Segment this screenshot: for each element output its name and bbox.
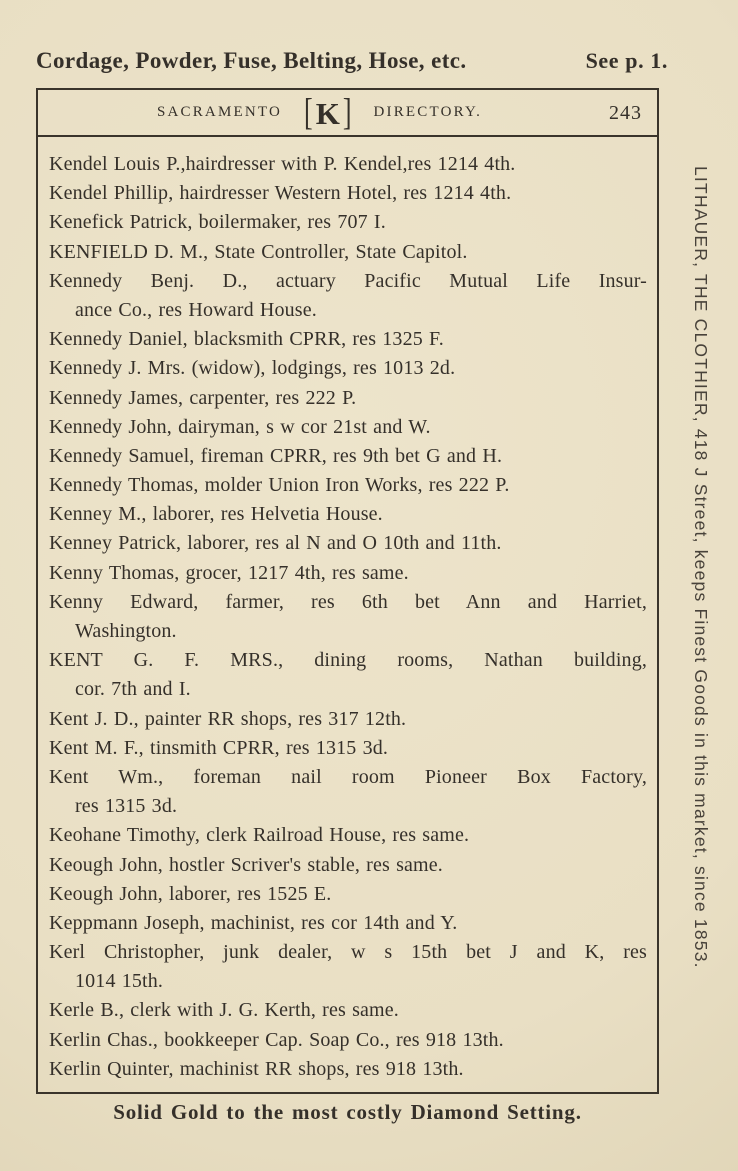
directory-box <box>36 88 659 1094</box>
directory-entry-line: Kerle B., clerk with J. G. Kerth, res same. <box>49 999 399 1022</box>
side-advert: LITHAUER, THE CLOTHIER, 418 J Street, keeps Finest Goods in this market, since 1853. <box>691 166 711 969</box>
right-bracket-glyph: ] <box>342 90 352 133</box>
directory-entry-line: KENT G. F. MRS., dining rooms, Nathan building, <box>49 649 647 672</box>
directory-entry-line: Kerl Christopher, junk dealer, w s 15th bet J and K, res <box>49 941 647 964</box>
directory-entry-line: Kenney Patrick, laborer, res al N and O 10th and 11th. <box>49 532 502 555</box>
header-directory-label: DIRECTORY. <box>373 104 483 120</box>
section-letter-badge <box>304 90 352 133</box>
entry-list <box>38 137 657 1084</box>
directory-entry-line: Keppmann Joseph, machinist, res cor 14th and Y. <box>49 911 458 934</box>
directory-entry-line: Kenny Thomas, grocer, 1217 4th, res same. <box>49 561 409 584</box>
directory-entry-line: Kennedy J. Mrs. (widow), lodgings, res 1013 2d. <box>49 357 456 380</box>
left-bracket-glyph: [ <box>304 90 313 133</box>
section-letter: K <box>315 96 340 131</box>
top-advert-text: Cordage, Powder, Fuse, Belting, Hose, etc. <box>36 48 467 73</box>
directory-entry-line: KENFIELD D. M., State Controller, State Capitol. <box>49 240 468 263</box>
page-number: 243 <box>609 102 642 124</box>
header-city: SACRAMENTO <box>156 104 283 120</box>
directory-entry-line: Kennedy James, carpenter, res 222 P. <box>49 386 357 409</box>
directory-entry-line: Kendel Louis P.,hairdresser with P. Kendel,res 1214 4th. <box>49 153 516 175</box>
header-title <box>156 90 483 133</box>
directory-entry-line: Kent M. F., tinsmith CPRR, res 1315 3d. <box>49 736 389 759</box>
directory-entry-line: Kenefick Patrick, boilermaker, res 707 I. <box>49 211 386 234</box>
directory-entry-line: Kennedy Benj. D., actuary Pacific Mutual Life Insur- <box>49 269 647 292</box>
directory-entry-line: cor. 7th and I. <box>75 678 191 701</box>
directory-entry-line: Kennedy John, dairyman, s w cor 21st and W. <box>49 415 431 438</box>
directory-entry-line: Kent Wm., foreman nail room Pioneer Box Factory, <box>49 765 647 788</box>
page-header <box>38 90 657 137</box>
directory-entry-line: Kendel Phillip, hairdresser Western Hotel, res 1214 4th. <box>49 182 512 205</box>
top-advert-page-ref: See p. 1. <box>585 48 668 73</box>
directory-entry-line: Kennedy Samuel, fireman CPRR, res 9th bet G and H. <box>49 444 503 467</box>
directory-entry-line: Keough John, laborer, res 1525 E. <box>49 882 332 905</box>
directory-entry-line: Keough John, hostler Scriver's stable, res same. <box>49 853 443 876</box>
directory-entry-line: res 1315 3d. <box>75 795 178 818</box>
directory-entry-line: Kennedy Daniel, blacksmith CPRR, res 1325 F. <box>49 328 444 351</box>
directory-entry-line: ance Co., res Howard House. <box>75 298 317 321</box>
bottom-advert: Solid Gold to the most costly Diamond Setting. <box>113 1100 582 1124</box>
top-advert <box>36 48 668 74</box>
directory-entry-line: Kenny Edward, farmer, res 6th bet Ann and Harriet, <box>49 590 647 613</box>
directory-entry-line: Kenney M., laborer, res Helvetia House. <box>49 503 383 526</box>
directory-entry-line: Washington. <box>75 620 177 642</box>
directory-entry-line: 1014 15th. <box>75 970 164 993</box>
directory-entry-line: Kerlin Chas., bookkeeper Cap. Soap Co., res 918 13th. <box>49 1028 504 1051</box>
directory-entry-line: Kent J. D., painter RR shops, res 317 12th. <box>49 707 407 730</box>
directory-entry-line: Kennedy Thomas, molder Union Iron Works, res 222 P. <box>49 474 510 497</box>
directory-entry-line: Kerlin Quinter, machinist RR shops, res 918 13th. <box>49 1057 464 1080</box>
directory-entry-line: Keohane Timothy, clerk Railroad House, res same. <box>49 824 470 847</box>
